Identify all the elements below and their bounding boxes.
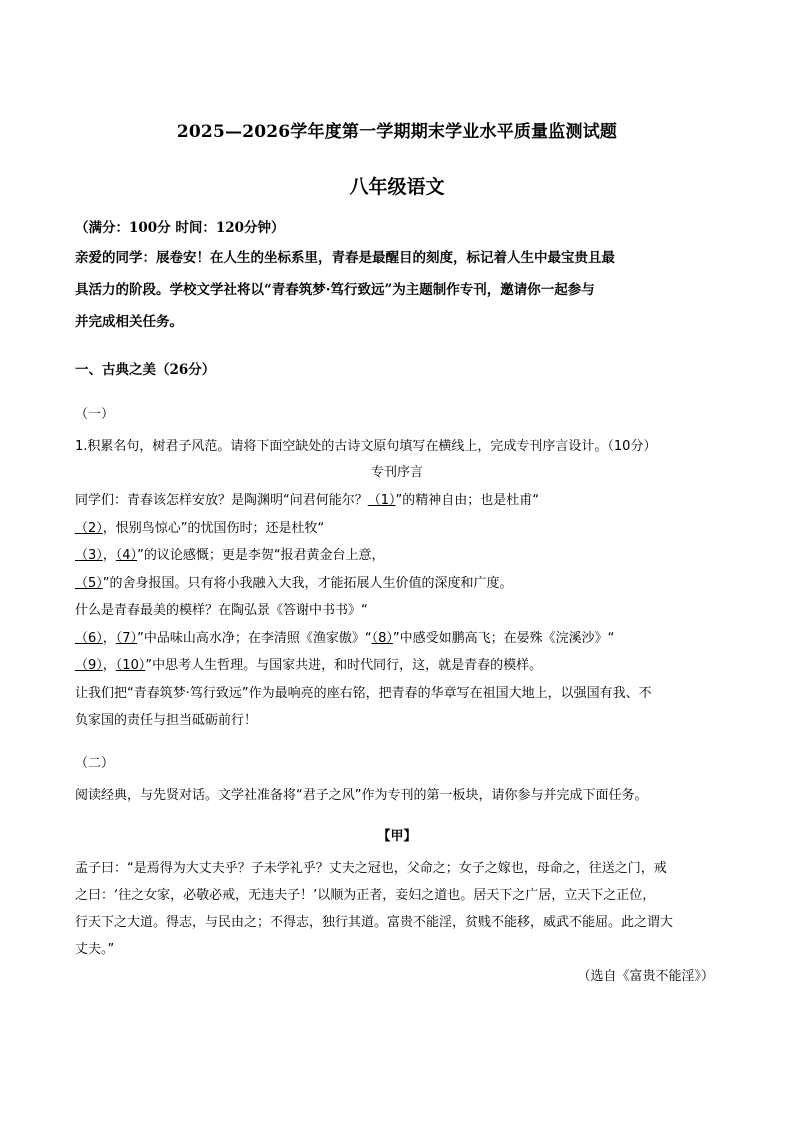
preface-text: ”中品味山高水净；在李清照《渔家傲》“	[137, 631, 372, 646]
comma: ，	[102, 548, 116, 563]
blank-5[interactable]: （5）	[75, 576, 103, 591]
comma: ，	[102, 631, 116, 646]
preface-line-7	[75, 654, 542, 673]
intro-line-3: 并完成相关任务。	[75, 314, 183, 330]
preface-title: 专刊序言	[370, 465, 423, 480]
intro-line-2: 具活力的阶段。学校文学社将以“青春筑梦·笃行致远”为主题制作专刊，邀请你一起参与	[75, 282, 595, 298]
preface-line-6	[75, 627, 614, 646]
preface-text: 同学们：青春该怎样安放？是陶渊明“问君何能尔？	[75, 493, 368, 508]
preface-text: ”中思考人生哲理。与国家共进，和时代同行，这，就是青春的模样。	[145, 658, 543, 673]
part-two-intro: 阅读经典，与先贤对话。文学社准备将“君子之风”作为专刊的第一板块，请你参与并完成下面任务。	[75, 788, 648, 803]
score-time: （满分：100分 时间：120分钟）	[75, 220, 285, 236]
blank-10[interactable]: （10）	[115, 658, 146, 673]
preface-line-5: 什么是青春最美的模样？在陶弘景《答谢中书书》“	[75, 603, 368, 618]
preface-line-2	[75, 517, 324, 536]
section-heading-classical: 一、古典之美（26分）	[75, 362, 216, 378]
preface-text: ”的舍身报国。只有将小我融入大我，才能拓展人生价值的深度和广度。	[102, 576, 513, 591]
preface-line-8: 让我们把“青春筑梦·笃行致远”作为最响亮的座右铭，把青春的华章写在祖国大地上，以强国有我、不	[75, 686, 652, 701]
blank-2[interactable]: （2）	[75, 521, 103, 536]
comma: ，	[102, 658, 116, 673]
preface-line-9: 负家国的责任与担当砥砺前行！	[75, 713, 258, 728]
blank-1[interactable]: （1）	[367, 493, 396, 508]
preface-line-4	[75, 572, 513, 591]
question-1: 1.积累名句，树君子风范。请将下面空缺处的古诗文原句填写在横线上，完成专刊序言设计。（10分）	[75, 439, 657, 454]
blank-8[interactable]: （8）	[371, 631, 393, 646]
classical-text-line-1: 孟子曰：“是焉得为大丈夫乎？子未学礼乎？丈夫之冠也，父命之；女子之嫁也，母命之，往送之门，戒	[75, 861, 667, 876]
preface-line-3	[75, 544, 385, 563]
preface-text: ”中感受如鹏高飞；在晏殊《浣溪沙》“	[392, 631, 615, 646]
subject-title: 八年级语文	[349, 176, 445, 198]
exam-title: 2025—2026学年度第一学期期末学业水平质量监测试题	[176, 122, 618, 142]
blank-6[interactable]: （6）	[75, 631, 103, 646]
preface-text: ”的精神自由；也是杜甫“	[395, 493, 540, 508]
preface-text: ，恨别鸟惊心”的忧国伤时；还是杜牧“	[102, 521, 325, 536]
text-source: （选自《富贵不能淫》）	[577, 969, 714, 984]
blank-7[interactable]: （7）	[115, 631, 138, 646]
part-two-label: （二）	[75, 756, 115, 771]
blank-3[interactable]: （3）	[75, 548, 103, 563]
part-one-label: （一）	[75, 407, 115, 422]
blank-9[interactable]: （9）	[75, 658, 103, 673]
preface-text: ”的议论感慨；更是李贺“报君黄金台上意，	[137, 548, 385, 563]
classical-text-line-3: 行天下之大道。得志，与民由之；不得志，独行其道。富贵不能淫，贫贱不能移，威武不能屈。此之谓大	[75, 915, 674, 930]
preface-line-1	[75, 489, 539, 508]
text-label-jia: 【甲】	[377, 829, 417, 844]
classical-text-line-4: 丈夫。”	[75, 942, 115, 957]
blank-4[interactable]: （4）	[115, 548, 138, 563]
intro-line-1: 亲爱的同学：展卷安！在人生的坐标系里，青春是最醒目的刻度，标记着人生中最宝贵且最	[75, 250, 615, 266]
classical-text-line-2: 之曰：‘往之女家，必敬必戒，无违夫子！’以顺为正者，妾妇之道也。居天下之广居，立天下之正位，	[75, 888, 656, 903]
